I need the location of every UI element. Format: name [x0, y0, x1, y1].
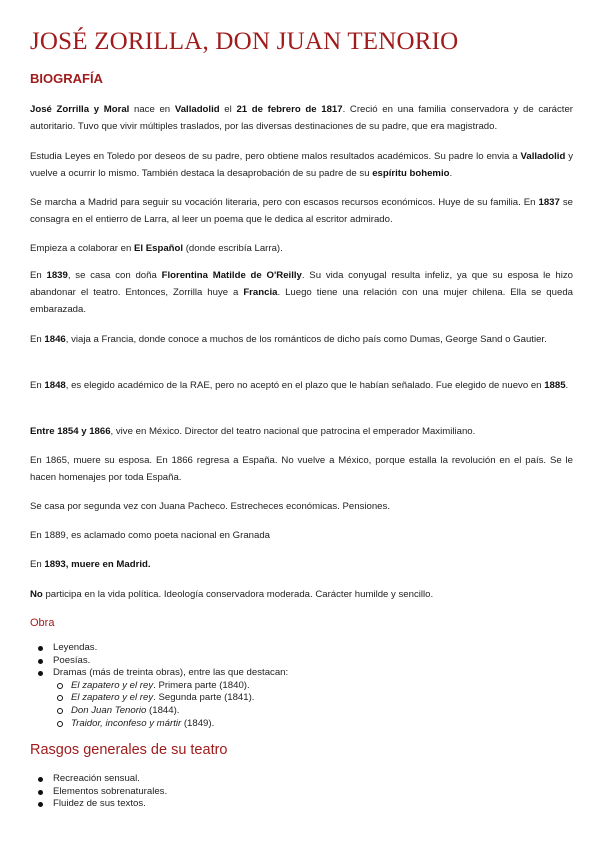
paragraph-el-espanol: [30, 240, 573, 257]
work-title: Traidor, inconfeso y mártir: [71, 717, 182, 729]
list-item: Poesías.: [30, 655, 288, 668]
obra-heading: Obra: [30, 617, 55, 629]
work-date: (1844).: [146, 704, 180, 716]
text: . Luego tiene una relación con una mujer chilena. Ella se queda embarazada.: [30, 287, 573, 315]
sub-list-item: [53, 718, 288, 731]
text: Se casa por segunda vez con Juana Pacheco. Estrecheces económicas. Pensiones.: [30, 501, 390, 512]
bold-place: Valladolid: [174, 104, 220, 115]
bold-year: 1846: [44, 334, 66, 345]
bold-name: José Zorrilla y Moral: [30, 104, 130, 115]
text: , viaja a Francia, donde conoce a muchos de los románticos de dicho país como Dumas, George Sand o Gautier.: [65, 334, 547, 345]
paragraph-politics: [30, 586, 573, 603]
text: En: [30, 559, 45, 570]
bold-place: Valladolid: [520, 151, 566, 162]
work-title: Don Juan Tenorio: [71, 704, 147, 716]
rasgos-heading: Rasgos generales de su teatro: [30, 742, 228, 758]
paragraph-mexico: [30, 423, 573, 440]
paragraph-rae: [30, 377, 573, 394]
text: Empieza a colaborar en: [30, 243, 134, 254]
text: participa en la vida política. Ideología conservadora moderada. Carácter humilde y sencillo.: [42, 589, 434, 600]
work-date: (1849).: [181, 717, 215, 729]
work-date: . Primera parte (1840).: [153, 679, 250, 691]
list-item: Dramas (más de treinta obras), entre las que destacan:: [30, 667, 288, 680]
paragraph-birth: [30, 101, 573, 135]
rasgos-list: [30, 773, 167, 811]
sub-list-item: [53, 705, 288, 718]
text: nace en: [129, 104, 175, 115]
bold-newspaper: El Español: [134, 243, 184, 254]
bold-place: Francia: [243, 287, 278, 298]
paragraph-marriage: [30, 267, 573, 318]
paragraph-madrid: [30, 194, 573, 228]
obra-list: [30, 642, 288, 730]
text: el: [219, 104, 237, 115]
biografia-heading: BIOGRAFÍA: [30, 71, 103, 86]
list-item: Recreación sensual.: [30, 773, 167, 786]
text: En 1865, muere su esposa. En 1866 regresa a España. No vuelve a México, porque estalla la revolución en el país. Se le hacen homenajes por toda España.: [30, 455, 573, 483]
text: En 1889, es aclamado como poeta nacional en Granada: [30, 530, 271, 541]
text: . Su vida conyugal resulta infeliz, ya que su esposa le hizo abandonar el teatro. Entonces, Zorrilla huye a: [30, 270, 574, 298]
text: Se marcha a Madrid para seguir su vocación literaria, pero con escasos recursos económicos. Huye de su familia. En: [30, 197, 539, 208]
bold-date: 21 de febrero de 1817: [236, 104, 343, 115]
text: y vuelve a ocurrir lo mismo. También destaca la desaprobación de su padre de su: [30, 151, 574, 179]
text: , es elegido académico de la RAE, pero no aceptó en el plazo que le habían señalado. Fue elegido de nuevo en: [65, 380, 545, 391]
text: se consagra en el entierro de Larra, al leer un poema que le dedica al escritor admirado.: [30, 197, 573, 225]
paragraph-studies: [30, 148, 573, 182]
text: Estudia Leyes en Toledo por deseos de su padre, pero obtiene malos resultados académicos. Su padre lo envia a: [30, 151, 521, 162]
document-title: JOSÉ ZORILLA, DON JUAN TENORIO: [30, 28, 459, 55]
text: , se casa con doña: [67, 270, 162, 281]
work-date: . Segunda parte (1841).: [153, 692, 255, 704]
paragraph-death: [30, 556, 573, 573]
dramas-sublist: [53, 680, 288, 730]
text: .: [565, 380, 569, 391]
list-item: Elementos sobrenaturales.: [30, 786, 167, 799]
sub-list-container: [30, 680, 288, 730]
text: . Creció en una familia conservadora y de carácter autoritario. Tuvo que vivir múltiples traslados, por las diversas destinaciones de su padre, que era magistrado.: [30, 104, 573, 132]
bold-name: Florentina Matilde de O'Reilly: [161, 270, 302, 281]
text: (donde escribía Larra).: [183, 243, 283, 254]
text: En: [30, 270, 47, 281]
bold-year: 1885: [544, 380, 566, 391]
paragraph-return: [30, 452, 573, 486]
paragraph-granada: [30, 527, 573, 544]
sub-list-item: [53, 680, 288, 693]
work-title: El zapatero y el rey: [71, 679, 154, 691]
list-item: Leyendas.: [30, 642, 288, 655]
bold-year: 1837: [538, 197, 560, 208]
paragraph-france: [30, 331, 573, 348]
bold-death: 1893, muere en Madrid.: [44, 559, 151, 570]
sub-list-item: [53, 692, 288, 705]
list-item: Fluidez de sus textos.: [30, 798, 167, 811]
text: En: [30, 334, 45, 345]
bold-year: 1848: [44, 380, 66, 391]
paragraph-second-marriage: [30, 498, 573, 515]
bold-phrase: espíritu bohemio: [372, 168, 450, 179]
text: , vive en México. Director del teatro nacional que patrocina el emperador Maximiliano.: [110, 426, 476, 437]
text: En: [30, 380, 45, 391]
text: .: [449, 168, 453, 179]
work-title: El zapatero y el rey: [71, 692, 154, 704]
bold-year: 1839: [46, 270, 68, 281]
bold-no: No: [30, 589, 43, 600]
bold-years: Entre 1854 y 1866: [30, 426, 111, 437]
